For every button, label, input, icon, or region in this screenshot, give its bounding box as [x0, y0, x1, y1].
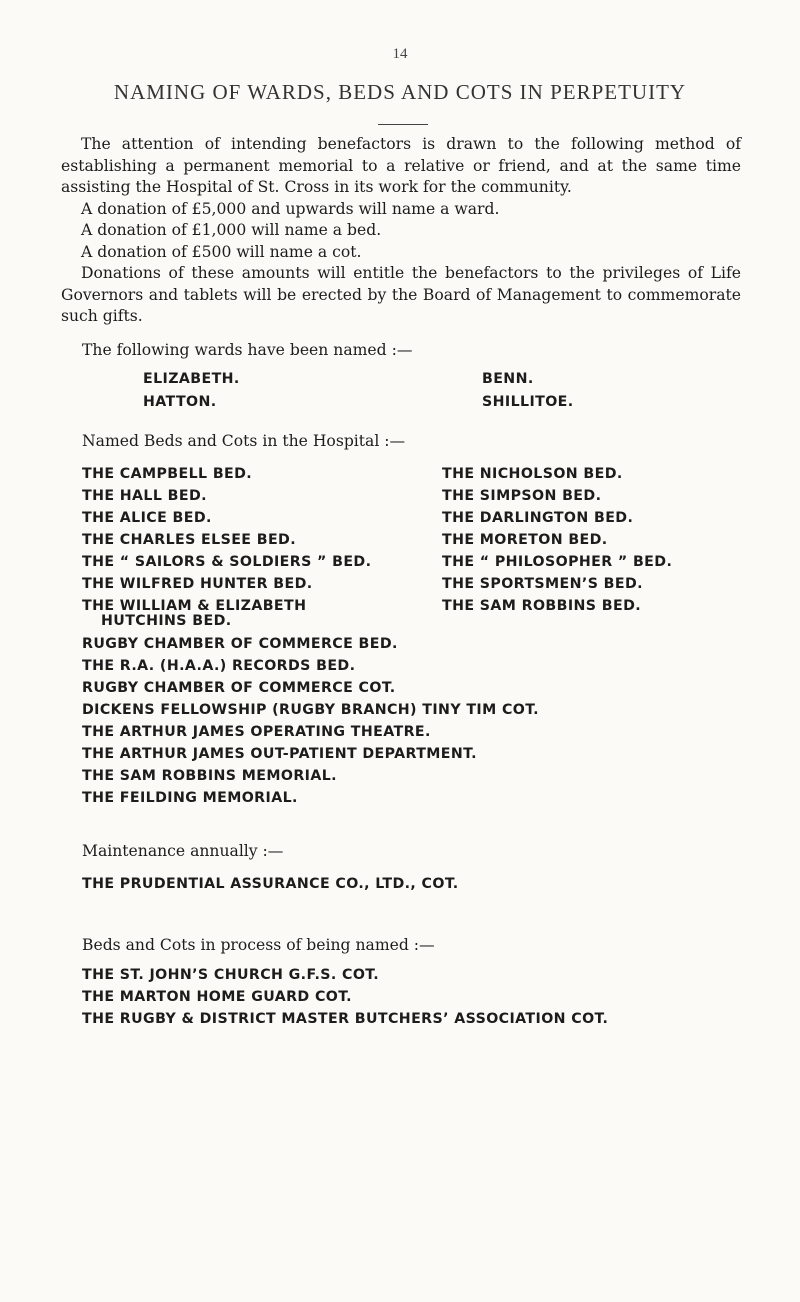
bed-full-8: THE FEILDING MEMORIAL. [82, 790, 298, 806]
bed-full-1: RUGBY CHAMBER OF COMMERCE BED. [82, 636, 398, 652]
bed-right-2: THE SIMPSON BED. [442, 488, 602, 504]
intro-paragraph: The attention of intending benefactors is drawn to the following method of establishing a permanent memorial to a relative or friend, and at the same time assisting the Hospital of St. Cross in its work for the community. [61, 135, 741, 196]
donation-cot: A donation of £500 will name a cot. [81, 242, 362, 261]
bed-left-7: THE WILLIAM & ELIZABETH [82, 598, 307, 614]
in-process-item-2: THE MARTON HOME GUARD COT. [82, 989, 352, 1005]
bed-left-1: THE CAMPBELL BED. [82, 466, 253, 482]
ward-right-2: SHILLITOE. [482, 394, 574, 410]
bed-right-5: THE “ PHILOSOPHER ” BED. [442, 554, 673, 570]
in-process-heading: Beds and Cots in process of being named :— [82, 936, 435, 954]
bed-left-6: THE WILFRED HUNTER BED. [82, 576, 313, 592]
bed-left-5: THE “ SAILORS & SOLDIERS ” BED. [82, 554, 372, 570]
named-beds-heading: Named Beds and Cots in the Hospital :— [82, 432, 406, 450]
bed-left-3: THE ALICE BED. [82, 510, 212, 526]
page-title: NAMING OF WARDS, BEDS AND COTS IN PERPETUITY [113, 80, 687, 104]
bed-right-6: THE SPORTSMEN’S BED. [442, 576, 643, 592]
donation-ward: A donation of £5,000 and upwards will name a ward. [81, 199, 500, 218]
donation-bed: A donation of £1,000 will name a bed. [81, 221, 382, 239]
bed-right-3: THE DARLINGTON BED. [442, 510, 634, 526]
bed-full-5: THE ARTHUR JAMES OPERATING THEATRE. [82, 724, 431, 740]
bed-full-4: DICKENS FELLOWSHIP (RUGBY BRANCH) TINY TIM COT. [82, 702, 539, 718]
bed-right-1: THE NICHOLSON BED. [442, 466, 623, 482]
in-process-item-3: THE RUGBY & DISTRICT MASTER BUTCHERS’ ASSOCIATION COT. [82, 1011, 609, 1027]
page-number: 14 [392, 46, 408, 62]
bed-right-7: THE SAM ROBBINS BED. [442, 598, 642, 614]
bed-right-4: THE MORETON BED. [442, 532, 608, 548]
maintenance-heading: Maintenance annually :— [82, 842, 284, 860]
in-process-item-1: THE ST. JOHN’S CHURCH G.F.S. COT. [82, 967, 379, 983]
bed-full-2: THE R.A. (H.A.A.) RECORDS BED. [82, 658, 356, 674]
ward-left-2: HATTON. [143, 394, 217, 410]
bed-left-8: HUTCHINS BED. [101, 613, 232, 629]
intro-section [61, 134, 741, 328]
bed-left-2: THE HALL BED. [82, 488, 207, 504]
bed-full-6: THE ARTHUR JAMES OUT-PATIENT DEPARTMENT. [82, 746, 477, 762]
wards-heading: The following wards have been named :— [82, 341, 413, 359]
bed-left-4: THE CHARLES ELSEE BED. [82, 532, 297, 548]
privileges-paragraph: Donations of these amounts will entitle the benefactors to the privileges of Life Governors and tablets will be erected by the Board of Management to commemorate such gifts. [61, 264, 741, 325]
maintenance-item: THE PRUDENTIAL ASSURANCE CO., LTD., COT. [82, 876, 459, 892]
bed-full-7: THE SAM ROBBINS MEMORIAL. [82, 768, 337, 784]
ward-right-1: BENN. [482, 371, 534, 387]
ward-left-1: ELIZABETH. [143, 371, 240, 387]
title-rule [378, 124, 428, 125]
bed-full-3: RUGBY CHAMBER OF COMMERCE COT. [82, 680, 396, 696]
